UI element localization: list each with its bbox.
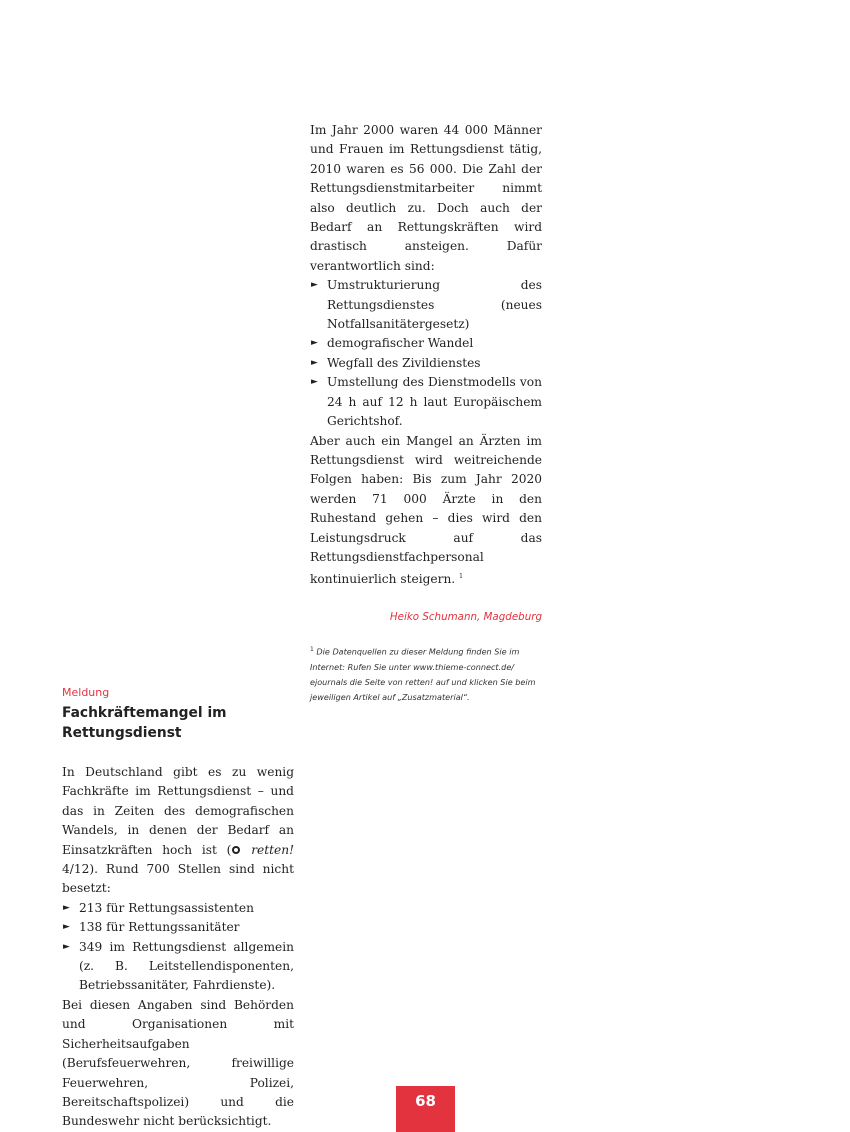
list-item [62, 918, 294, 937]
footnote [310, 642, 542, 705]
news-item-column [62, 686, 294, 1132]
bullet-triangle-icon: ► [63, 902, 70, 913]
intro-paragraph [310, 121, 542, 276]
list-item [310, 373, 542, 431]
author-byline: Heiko Schumann, Magdeburg [389, 610, 542, 623]
bullet-triangle-icon: ► [311, 357, 318, 368]
intro-text-continued: 4/12). Rund 700 Stellen sind nicht besetzt: [62, 862, 294, 896]
outro-text: Aber auch ein Mangel an Ärzten im Rettungsdienst wird weitreichende Folgen haben: Bis zum Jahr 2020 werden 71 000 Ärzte in den Ruhestand gehen – dies wird den Leistungsdruck auf das Rettungsdienstfachpersonal kontinuierlich steigern. [310, 433, 542, 587]
list-item [310, 276, 542, 334]
list-item [310, 334, 542, 353]
bullet-triangle-icon: ► [311, 377, 318, 388]
footnote-reference: 1 [459, 573, 463, 581]
article-continuation-column [310, 121, 542, 705]
section-rubric: Meldung [62, 686, 110, 699]
list-item [62, 938, 294, 996]
headline-line-1: Fachkräftemangel im [62, 705, 227, 721]
list-item [310, 354, 542, 373]
intro-text: In Deutschland gibt es zu wenig Fachkräfte im Rettungsdienst – und das in Zeiten des demografischen Wandels, in denen der Bedarf an Einsatzkräften hoch ist ( [62, 765, 294, 857]
journal-reference: retten! [251, 842, 294, 857]
article-headline [62, 703, 294, 743]
list-item [62, 899, 294, 918]
outro-paragraph: Bei diesen Angaben sind Behörden und Organisationen mit Sicherheitsaufgaben (Berufsfeuerwehren, freiwillige Feuerwehren, Polizei, Bereitschaftspolizei) und die Bundeswehr nicht berücksichtigt. [62, 997, 294, 1129]
footnote-text: Die Datenquellen zu dieser Meldung finden Sie im Internet: Rufen Sie unter www.thieme-connect.de/ ejournals die Seite von retten! auf und klicken Sie beim jeweiligen Artikel auf „Zusatzmaterial“. [310, 646, 536, 702]
vacancies-list [62, 899, 294, 996]
page-number: 68 [396, 1086, 455, 1132]
bullet-triangle-icon: ► [311, 338, 318, 349]
bullet-triangle-icon: ► [63, 922, 70, 933]
bullet-triangle-icon: ► [63, 941, 70, 952]
intro-text: Im Jahr 2000 waren 44 000 Männer und Frauen im Rettungsdienst tätig, 2010 waren es 56 000. Die Zahl der Rettungsdienstmitarbeiter nimmt also deutlich zu. Doch auch der Bedarf an Rettungskräften wird drastisch ansteigen. Dafür verantwortlich sind: [310, 123, 542, 273]
list-item-text: Wegfall des Zivildienstes [327, 355, 481, 370]
bullet-triangle-icon: ► [311, 280, 318, 291]
outro-paragraph [310, 432, 542, 590]
causes-list [310, 276, 542, 431]
list-item-text: Umstellung des Dienstmodells von 24 h auf 12 h laut Europäischem Gerichtshof. [327, 375, 542, 429]
list-item-text: 213 für Rettungsassistenten [79, 900, 254, 915]
list-item-text: 349 im Rettungsdienst allgemein (z. B. Leitstellendisponenten, Betriebssanitäter, Fahrdienste). [79, 939, 294, 993]
headline-line-2: Rettungsdienst [62, 725, 182, 741]
list-item-text: 138 für Rettungssanitäter [79, 920, 240, 935]
list-item-text: demografischer Wandel [327, 336, 474, 351]
list-item-text: Umstrukturierung des Rettungsdienstes (neues Notfallsanitätergesetz) [327, 278, 542, 332]
intro-paragraph [62, 763, 294, 899]
cross-reference-icon [232, 846, 240, 854]
footnote-mark: 1 [310, 645, 314, 653]
